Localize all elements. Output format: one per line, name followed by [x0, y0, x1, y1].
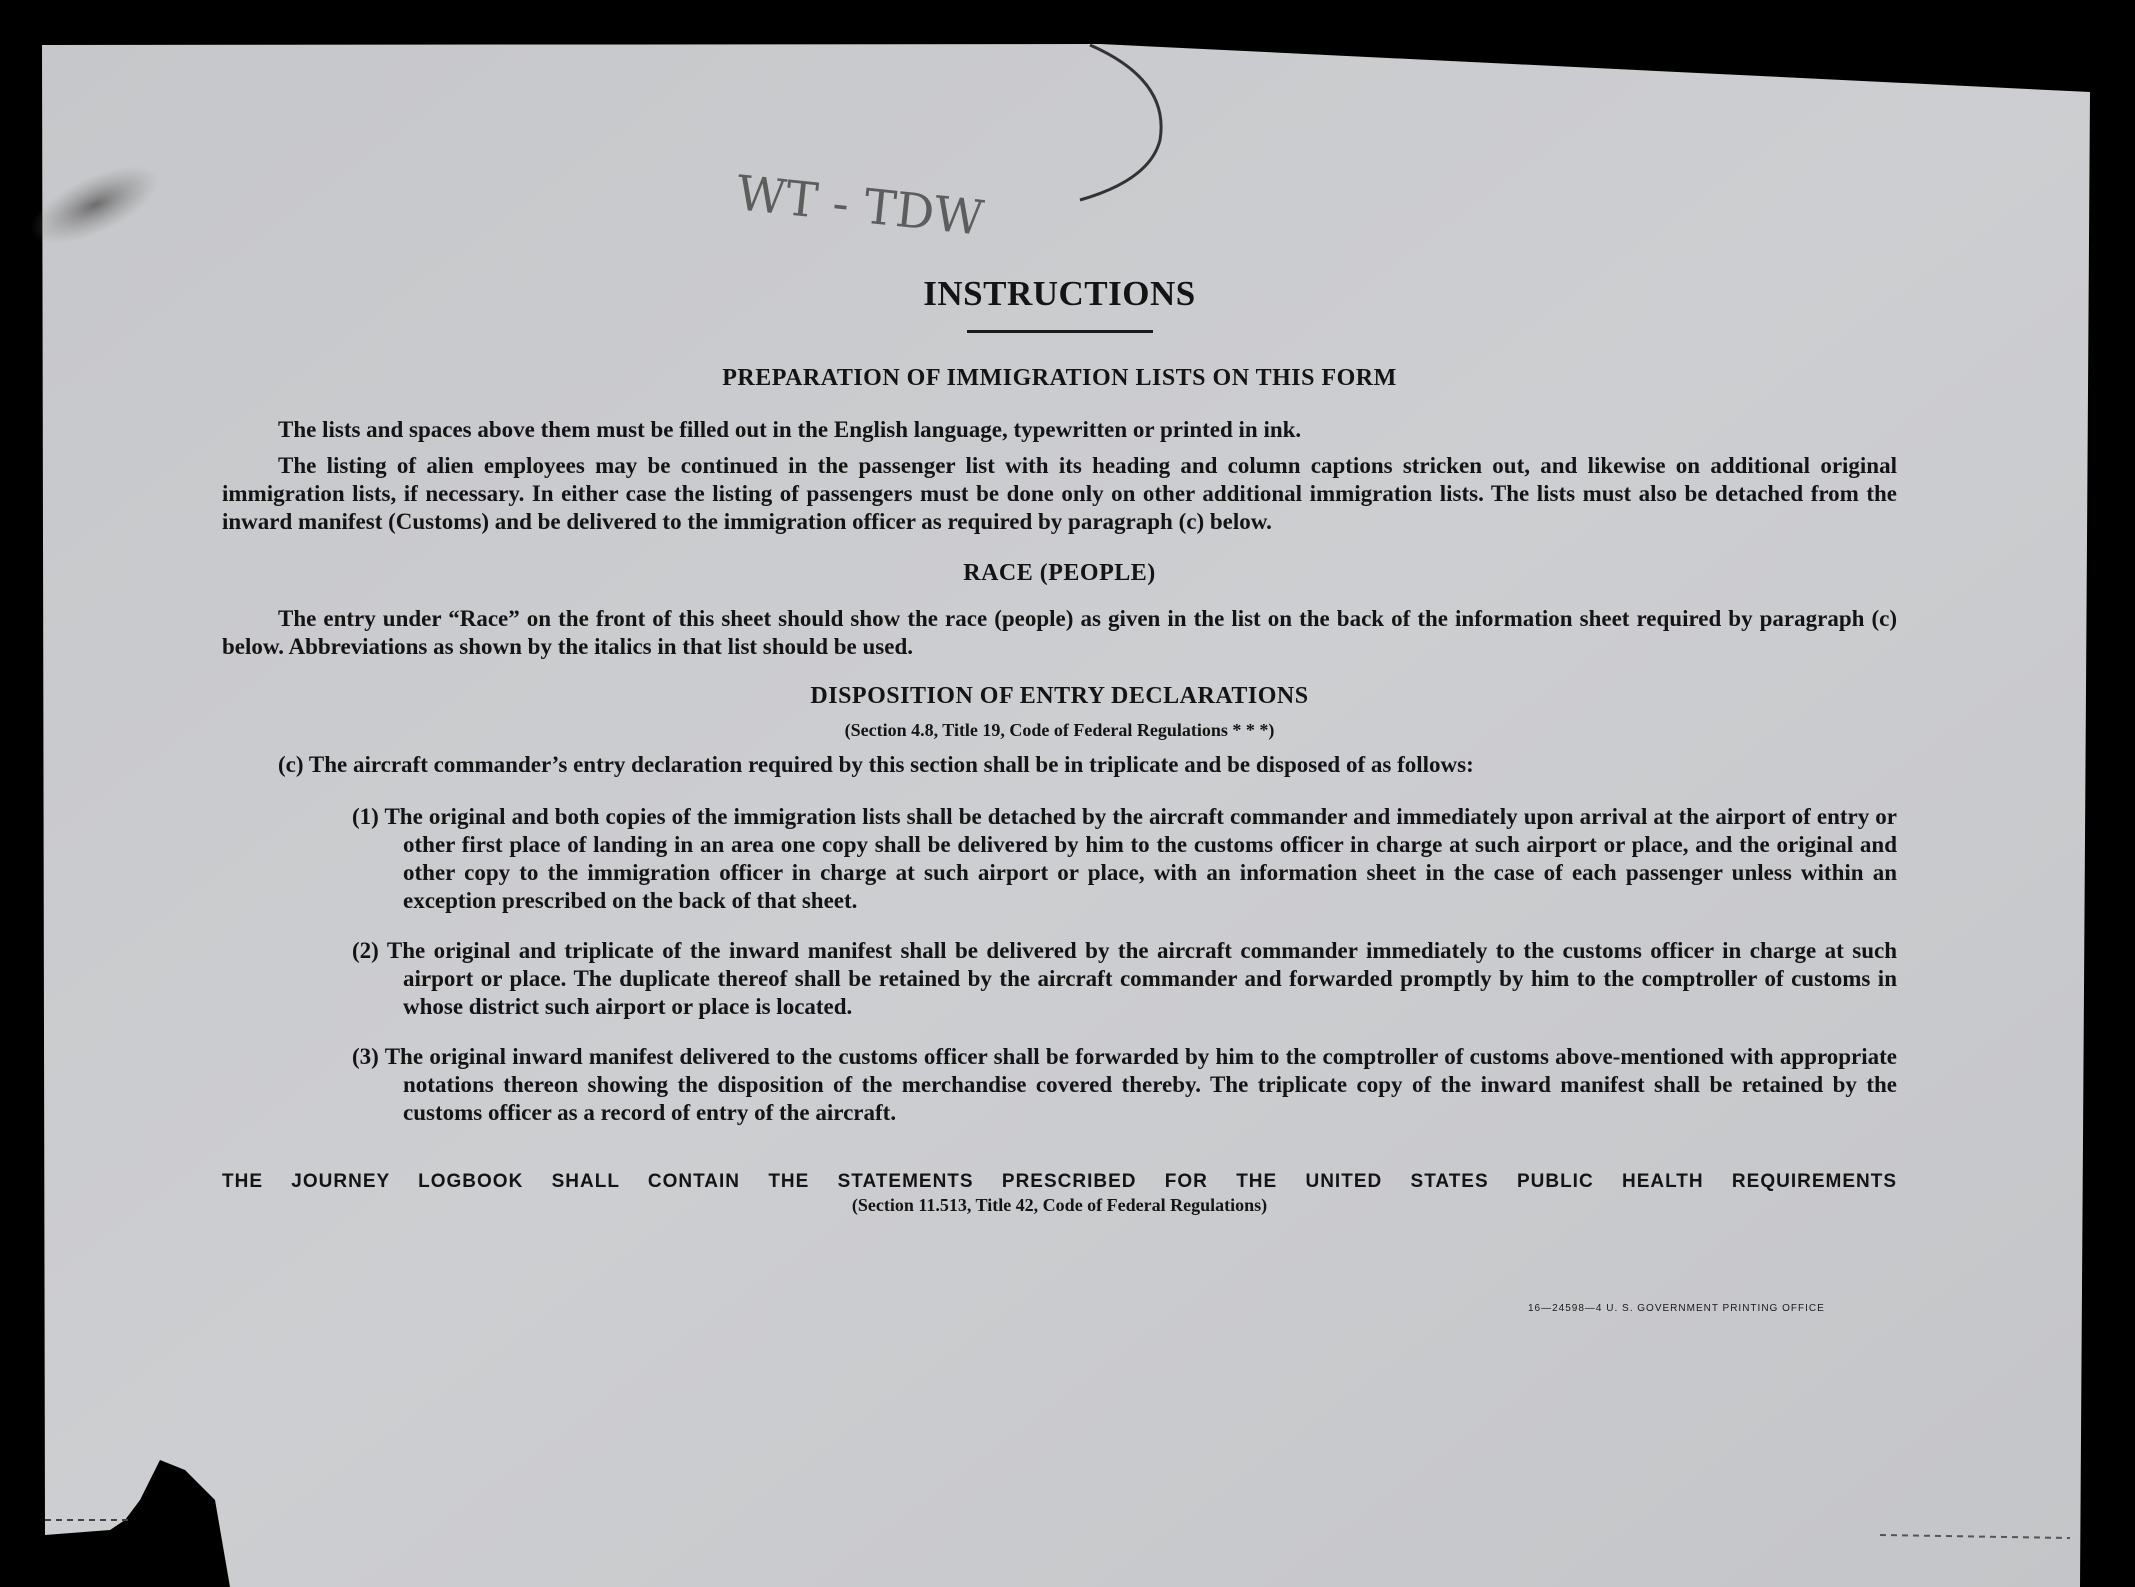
disposition-lead: (c) The aircraft commander’s entry declaration required by this section shall be in triplicate and be disposed of as follows:	[278, 752, 1474, 777]
preparation-paragraph-1: The lists and spaces above them must be filled out in the English language, typewritten or printed in ink.	[278, 417, 1302, 442]
instructions-text	[222, 270, 1897, 1216]
page-title: INSTRUCTIONS	[923, 274, 1196, 313]
preparation-paragraph-2: The listing of alien employees may be continued in the passenger list with its heading and column captions stricken out, and likewise on additional original immigration lists, if necessary. In either case the listing of passengers must be done only on other additional immigration lists. The lists must also be detached from the inward manifest (Customs) and be delivered to the immigration officer as required by paragraph (c) below.	[222, 453, 1897, 534]
health-requirements-citation: (Section 11.513, Title 42, Code of Federal Regulations)	[851, 1195, 1268, 1215]
printing-office-code: 16—24598—4 U. S. GOVERNMENT PRINTING OFFICE	[1528, 1303, 1825, 1314]
disposition-heading: DISPOSITION OF ENTRY DECLARATIONS	[810, 683, 1309, 709]
disposition-item-1: (1) The original and both copies of the immigration lists shall be detached by the aircraft commander and immediately upon arrival at the airport of entry or other first place of landing in an area one copy shall be delivered by him to the customs officer in charge at such airport or place, and the original and other copy to the immigration officer in charge at such airport or place, with an information sheet in the case of each passenger unless within an exception prescribed on the back of that sheet.	[352, 804, 1897, 913]
disposition-item-3: (3) The original inward manifest delivered to the customs officer shall be forwarded by him to the comptroller of customs above-mentioned with appropriate notations thereon showing the disposition of the merchandise covered thereby. The triplicate copy of the inward manifest shall be retained by the customs officer as a record of entry of the aircraft.	[352, 1044, 1897, 1125]
race-heading: RACE (PEOPLE)	[963, 560, 1156, 586]
disposition-citation: (Section 4.8, Title 19, Code of Federal Regulations * * *)	[844, 720, 1275, 740]
race-paragraph: The entry under “Race” on the front of this sheet should show the race (people) as given in the list on the back of the information sheet required by paragraph (c) below. Abbreviations as shown by the italics in that list should be used.	[222, 606, 1897, 659]
health-requirements-statement: THE JOURNEY LOGBOOK SHALL CONTAIN THE STATEMENTS PRESCRIBED FOR THE UNITED STATES PUBLIC HEALTH REQUIREMENTS	[222, 1171, 1897, 1192]
title-underline	[967, 330, 1153, 333]
preparation-heading: PREPARATION OF IMMIGRATION LISTS ON THIS FORM	[722, 365, 1397, 391]
handwritten-mark: WT - TDW	[733, 165, 987, 247]
disposition-item-2: (2) The original and triplicate of the inward manifest shall be delivered by the aircraft commander immediately to the customs officer in charge at such airport or place. The duplicate thereof shall be retained by the aircraft commander and forwarded promptly by him to the comptroller of customs in whose district such airport or place is located.	[352, 938, 1897, 1019]
